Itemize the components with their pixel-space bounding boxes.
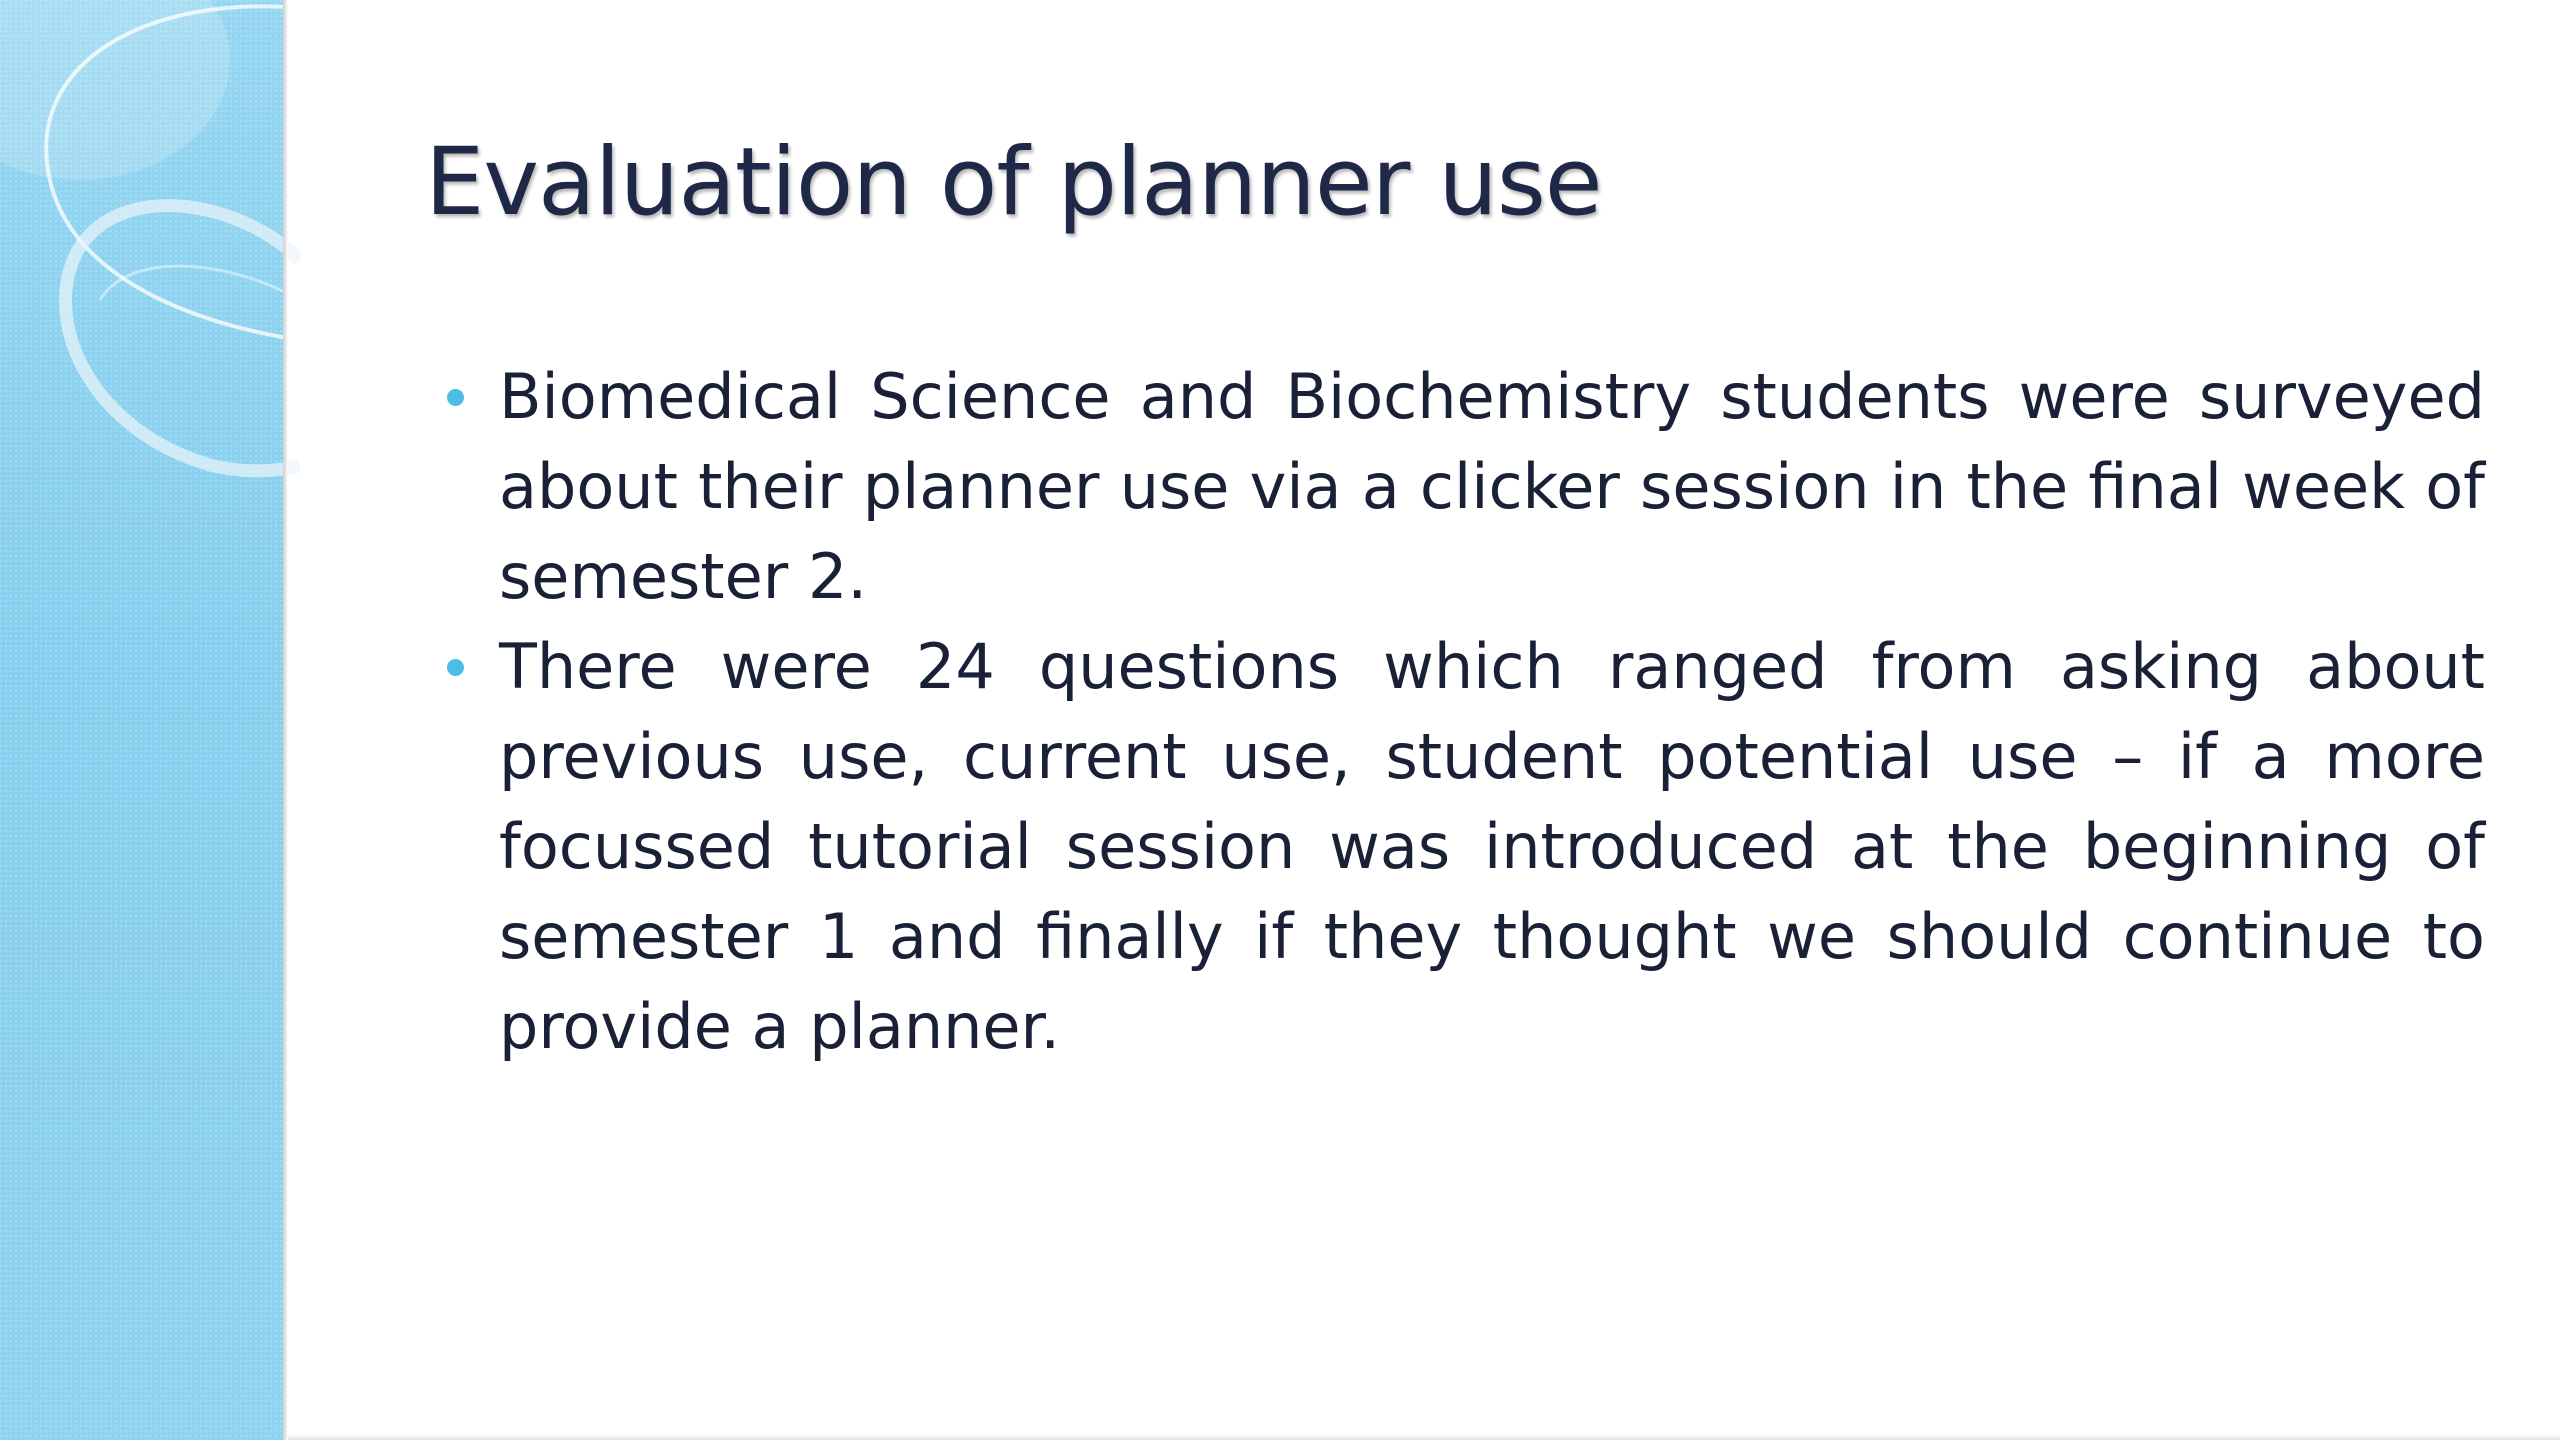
bullet-item: [425, 622, 2485, 1072]
bullet-list: [425, 352, 2485, 1072]
side-panel-divider: [283, 0, 288, 1440]
bottom-edge-shadow: [288, 1434, 2560, 1440]
decorative-swirl-graphic: [0, 0, 300, 520]
bullet-dot-icon: [447, 659, 464, 676]
bullet-item: [425, 352, 2485, 622]
bullet-text: Biomedical Science and Biochemistry students were surveyed about their planner use via a clicker session in the final week of semester 2.: [499, 360, 2485, 613]
slide-title: Evaluation of planner use: [425, 128, 1602, 237]
bullet-dot-icon: [447, 389, 464, 406]
bullet-text: There were 24 questions which ranged from asking about previous use, current use, student potential use – if a more focussed tutorial session was introduced at the beginning of semester 1 and finally if they thought we should continue to provide a planner.: [499, 630, 2485, 1063]
decorative-side-panel: [0, 0, 283, 1440]
